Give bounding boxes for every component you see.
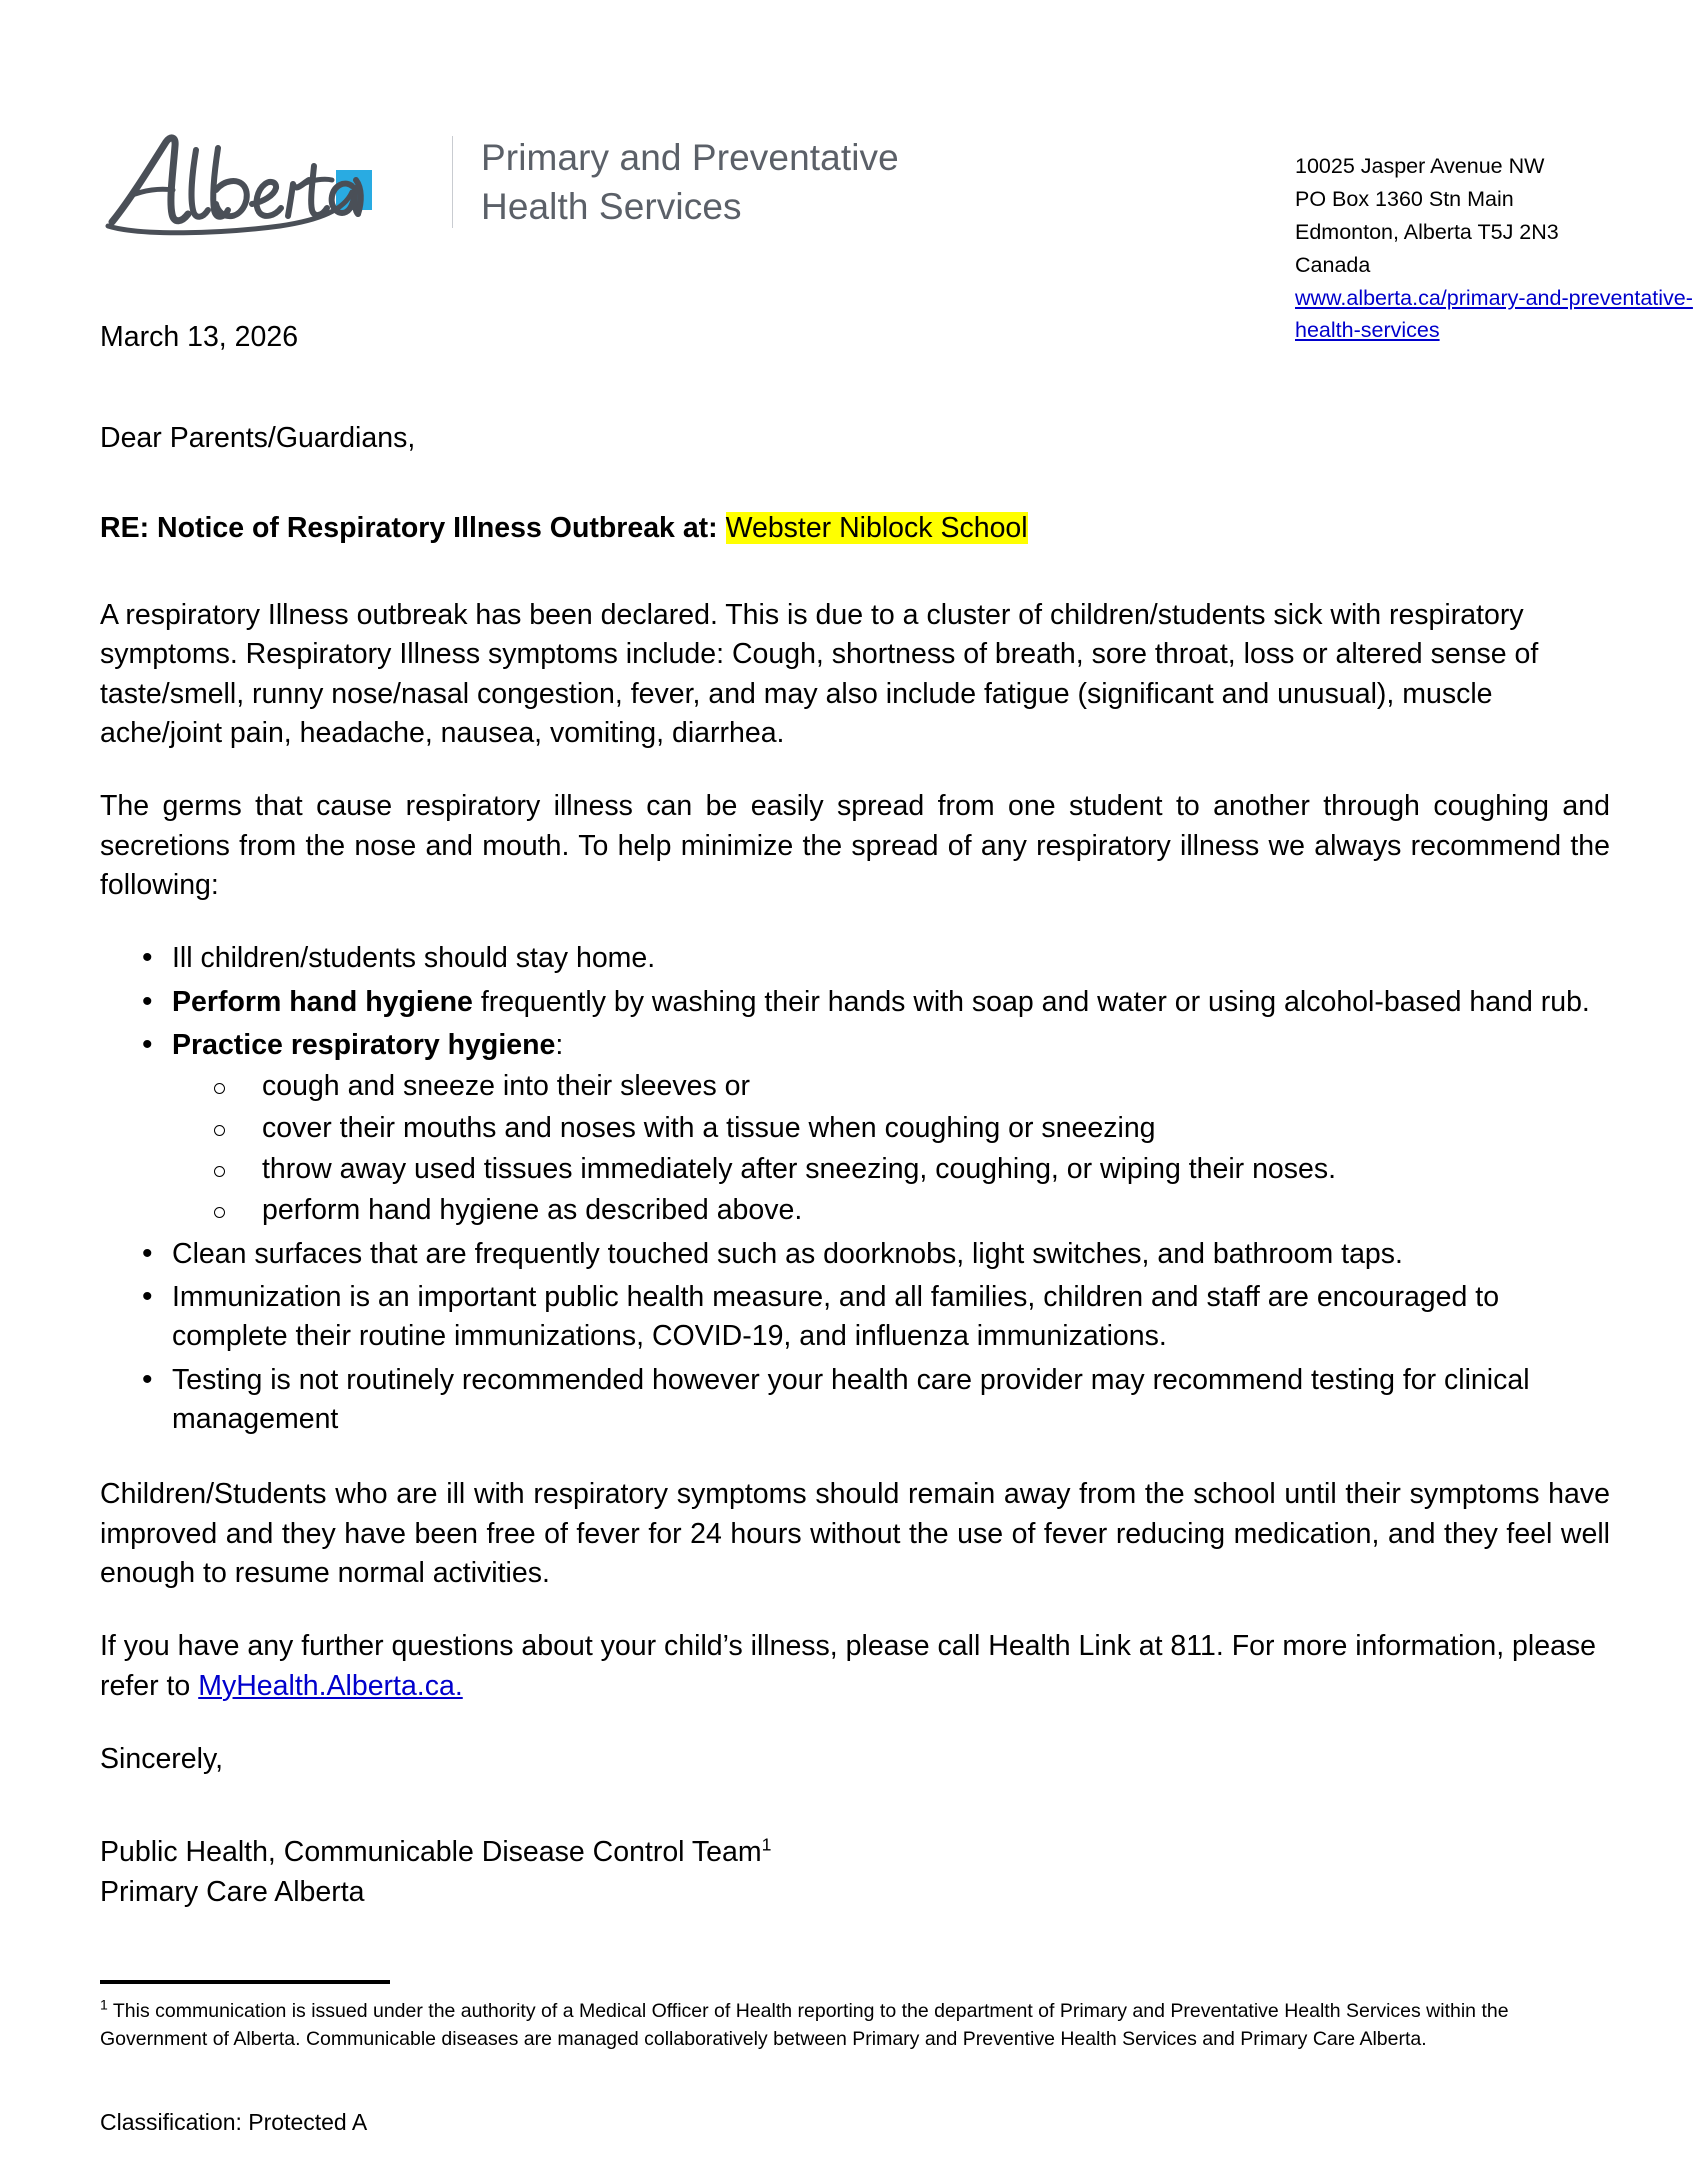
sub-bullet-hand-hygiene: perform hand hygiene as described above.	[262, 1194, 803, 1227]
footnote-reference-marker: 1	[761, 1834, 772, 1855]
further-questions-text: If you have any further questions about your child’s illness, please call Health Link at 811. For more information, please refer to	[100, 1630, 1597, 1702]
address-line-1: 10025 Jasper Avenue NW	[1295, 154, 1545, 178]
bullet-stay-home-text: Ill children/students should stay home.	[172, 942, 656, 975]
letter-body	[100, 318, 1610, 1912]
footnote-body: This communication is issued under the authority of a Medical Officer of Health reporting to the department of Primary and Preventative Health Services within the Government of Alberta. Communicable diseases are managed collaboratively between Primary and Preventive Health Services and Primary Care Alberta.	[100, 2000, 1509, 2050]
department-line-2: Health Services	[481, 185, 742, 227]
sub-bullet-sleeves: cough and sneeze into their sleeves or	[262, 1070, 750, 1103]
paragraph-outbreak-declaration: A respiratory Illness outbreak has been declared. This is due to a cluster of children/students sick with respiratory symptoms. Respiratory Illness symptoms include: Cough, shortness of breath, sore throat, loss or altered sense of taste/smell, runny nose/nasal congestion, fever, and may also include fatigue (significant and unusual), muscle ache/joint pain, headache, nausea, vomiting, diarrhea.	[100, 598, 1539, 749]
letter-date: March 13, 2026	[100, 321, 299, 353]
school-name-highlight: Webster Niblock School	[725, 511, 1028, 544]
bullet-respiratory-hygiene-bold: Practice respiratory hygiene	[172, 1028, 556, 1061]
bullet-hand-hygiene-text: frequently by washing their hands with soap and water or using alcohol-based hand rub.	[472, 985, 1590, 1018]
recommendations-list	[100, 939, 1610, 1439]
list-item	[100, 1026, 1610, 1231]
website-link-part-2: health-services	[1295, 318, 1440, 343]
address-line-3: Edmonton, Alberta T5J 2N3	[1295, 219, 1559, 244]
alberta-wordmark-icon	[100, 130, 430, 240]
signature-team-name: Public Health, Communicable Disease Control Team	[100, 1836, 762, 1869]
list-item	[172, 1150, 1610, 1189]
list-item	[172, 1191, 1610, 1230]
list-item	[100, 939, 1610, 978]
footnote-area	[100, 1980, 1610, 2053]
department-line-1: Primary and Preventative	[481, 137, 899, 178]
bullet-hand-hygiene-bold: Perform hand hygiene	[172, 985, 473, 1018]
website-link-part-1: www.alberta.ca/primary-and-preventative-	[1295, 285, 1693, 310]
subject-line	[100, 509, 1610, 548]
bullet-testing: Testing is not routinely recommended however your health care provider may recommend testing for clinical management	[172, 1363, 1530, 1435]
signature-organization: Primary Care Alberta	[100, 1875, 365, 1908]
paragraph-return-to-school: Children/Students who are ill with respiratory symptoms should remain away from the school until their symptoms have improved and they have been free of fever for 24 hours without the use of fever reducing medication, and they feel well enough to resume normal activities.	[100, 1478, 1610, 1589]
sub-bullet-throw-tissues: throw away used tissues immediately after sneezing, coughing, or wiping their noses.	[262, 1152, 1337, 1185]
footnote-separator	[100, 1980, 390, 1984]
paragraph-spread-prevention: The germs that cause respiratory illness can be easily spread from one student to another through coughing and secretions from the nose and mouth. To help minimize the spread of any respiratory illness we always recommend the following:	[100, 790, 1610, 901]
logo-divider	[452, 136, 453, 228]
list-item	[100, 1278, 1610, 1357]
list-item	[100, 1361, 1610, 1440]
bullet-respiratory-hygiene-text: :	[555, 1028, 564, 1061]
alberta-logo	[100, 128, 899, 240]
list-item	[100, 983, 1610, 1022]
list-item	[172, 1067, 1610, 1106]
list-item	[172, 1109, 1610, 1148]
list-item	[100, 1235, 1610, 1274]
signature-block	[100, 1740, 1610, 1912]
classification-label: Classification: Protected A	[100, 2109, 368, 2135]
myhealth-alberta-link[interactable]: MyHealth.Alberta.ca.	[198, 1669, 463, 1702]
paragraph-further-questions	[100, 1627, 1610, 1706]
address-line-4: Canada	[1295, 252, 1371, 277]
address-line-2: PO Box 1360 Stn Main	[1295, 186, 1514, 211]
salutation: Dear Parents/Guardians,	[100, 422, 416, 455]
footnote-marker: 1	[100, 1996, 108, 2013]
signature-team	[100, 1833, 1610, 1872]
subject-label: RE: Notice of Respiratory Illness Outbreak at:	[100, 511, 718, 544]
footnote-text	[100, 1998, 1610, 2053]
closing-salutation: Sincerely,	[100, 1742, 224, 1775]
department-name	[481, 134, 899, 232]
bullet-clean-surfaces: Clean surfaces that are frequently touched such as doorknobs, light switches, and bathroom taps.	[172, 1237, 1403, 1270]
sub-bullet-tissue: cover their mouths and noses with a tissue when coughing or sneezing	[262, 1111, 1156, 1144]
bullet-immunization: Immunization is an important public health measure, and all families, children and staff are encouraged to complete their routine immunizations, COVID-19, and influenza immunizations.	[172, 1280, 1500, 1353]
respiratory-hygiene-sublist	[172, 1067, 1610, 1230]
